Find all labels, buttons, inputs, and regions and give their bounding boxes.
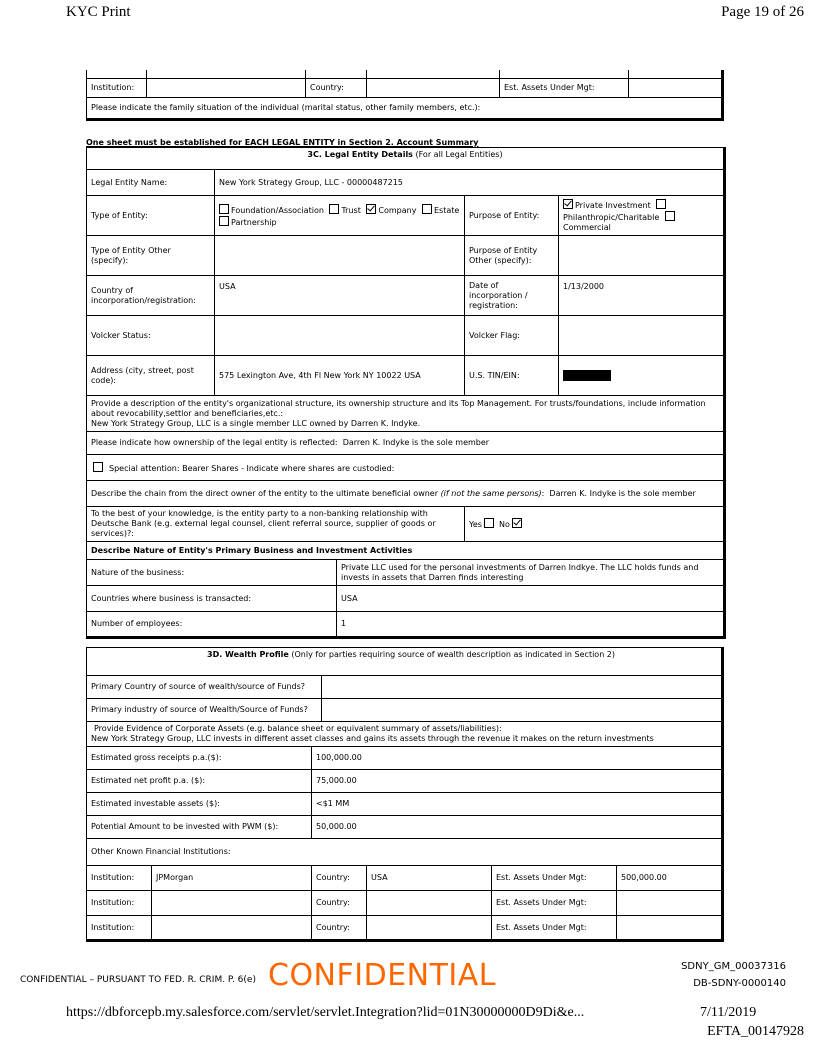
country-label: Country: xyxy=(312,916,367,941)
chain-colon: : xyxy=(541,488,545,498)
header-title: KYC Print xyxy=(66,4,131,20)
no-checkbox[interactable] xyxy=(512,518,522,528)
foundation-checkbox[interactable] xyxy=(219,204,229,214)
entity-type-label: Type of Entity: xyxy=(87,196,215,236)
no-label: No xyxy=(499,520,510,529)
purpose-label: Purpose of Entity: xyxy=(465,196,559,236)
assets-label: Est. Assets Under Mgt: xyxy=(492,916,617,941)
investable-assets-label: Estimated investable assets ($): xyxy=(87,793,312,816)
bates-number-2: DB-SDNY-0000140 xyxy=(693,978,786,989)
company-label: Company xyxy=(378,205,417,215)
evidence-cell xyxy=(87,722,723,747)
page-number: Page 19 of 26 xyxy=(721,4,804,20)
wealth-profile-section xyxy=(86,647,724,942)
purpose-other-value xyxy=(559,236,725,276)
trust-checkbox[interactable] xyxy=(329,204,339,214)
institution-country: USA xyxy=(367,866,492,891)
institution-label: Institution: xyxy=(87,891,152,916)
purpose-options xyxy=(559,196,725,236)
institution-row xyxy=(87,891,723,916)
confidential-stamp: CONFIDENTIAL xyxy=(268,958,497,993)
investable-assets-value: <$1 MM xyxy=(312,793,723,816)
private-investment-checkbox[interactable] xyxy=(563,199,573,209)
redaction-block xyxy=(563,370,611,381)
type-other-value xyxy=(215,236,465,276)
net-profit-label: Estimated net profit p.a. ($): xyxy=(87,770,312,793)
date-incorp-label: Date of incorporation / registration: xyxy=(465,276,559,316)
ownership-value: Darren K. Indyke is the sole member xyxy=(342,438,490,447)
nature-label: Nature of the business: xyxy=(87,560,337,586)
countries-label: Countries where business is transacted: xyxy=(87,586,337,612)
net-profit-value: 75,000.00 xyxy=(312,770,723,793)
nonbank-answer xyxy=(465,507,725,542)
org-structure-value: New York Strategy Group, LLC is a single member LLC owned by Darren K. Indyke. xyxy=(91,418,421,428)
institution-country xyxy=(367,891,492,916)
estate-checkbox[interactable] xyxy=(422,204,432,214)
date-incorp-value: 1/13/2000 xyxy=(559,276,725,316)
efta-number: EFTA_00147928 xyxy=(707,1024,804,1039)
institution-assets: 500,000.00 xyxy=(617,866,723,891)
evidence-value: New York Strategy Group, LLC invests in different asset classes and gains its assets through the revenue it makes on the return investments xyxy=(91,734,654,743)
other-institutions-label: Other Known Financial Institutions: xyxy=(87,839,723,866)
type-other-label: Type of Entity Other (specify): xyxy=(87,236,215,276)
top-institution-table xyxy=(86,70,724,121)
chain-italic: (if not the same persons) xyxy=(440,488,542,498)
institution-row xyxy=(87,916,723,941)
assets-label: Est. Assets Under Mgt: xyxy=(492,891,617,916)
entity-name-label: Legal Entity Name: xyxy=(87,170,215,196)
source-url: https://dbforcepb.my.salesforce.com/servlet/servlet.Integration?lid=01N30000000D9Di&e... xyxy=(66,1005,585,1020)
institution-country xyxy=(367,916,492,941)
company-checkbox[interactable] xyxy=(366,204,376,214)
volcker-status-label: Volcker Status: xyxy=(87,316,215,356)
estate-label: Estate xyxy=(433,205,460,215)
institution-assets xyxy=(617,891,723,916)
confidential-notice: CONFIDENTIAL – PURSUANT TO FED. R. CRIM. P. 6(e) xyxy=(20,975,256,985)
partnership-label: Partnership xyxy=(231,217,277,227)
yes-checkbox[interactable] xyxy=(484,518,494,528)
legal-entity-title: 3C. Legal Entity Details (For all Legal Entities) xyxy=(87,148,725,170)
chain-value: Darren K. Indyke is the sole member xyxy=(549,488,696,498)
primary-country-label: Primary Country of source of wealth/source of Funds? xyxy=(87,676,322,699)
org-structure-prompt: Provide a description of the entity's organizational structure, its ownership structure and its Top Management. For trusts/foundations, include information about revocability,settlor and beneficiaries,etc.: xyxy=(91,398,706,418)
commercial-label: Commercial xyxy=(563,222,611,232)
wealth-title: 3D. Wealth Profile (Only for parties requiring source of wealth description as indicated in Section 2) xyxy=(87,648,723,676)
institution-name xyxy=(152,916,312,941)
potential-amount-label: Potential Amount to be invested with PWM ($): xyxy=(87,816,312,839)
philanthropic-label: Philanthropic/Charitable xyxy=(563,212,660,222)
sheet-note: One sheet must be established for EACH LEGAL ENTITY in Section 2. Account Summary xyxy=(86,138,479,147)
employees-label: Number of employees: xyxy=(87,612,337,638)
primary-industry-label: Primary industry of source of Wealth/Source of Funds? xyxy=(87,699,322,722)
purpose-other-label: Purpose of Entity Other (specify): xyxy=(465,236,559,276)
partnership-checkbox[interactable] xyxy=(219,216,229,226)
volcker-flag-label: Volcker Flag: xyxy=(465,316,559,356)
nature-value: Private LLC used for the personal investments of Darren Indkye. The LLC holds funds and invests in assets that Darren finds interesting xyxy=(337,560,725,586)
institution-name: JPMorgan xyxy=(152,866,312,891)
bearer-shares-label: Special attention: Bearer Shares - Indicate where shares are custodied: xyxy=(109,463,395,473)
entity-name-value: New York Strategy Group, LLC - 00000487215 xyxy=(215,170,725,196)
volcker-flag-value xyxy=(559,316,725,356)
evidence-prompt: Provide Evidence of Corporate Assets (e.g. balance sheet or equivalent summary of assets/liabilities): xyxy=(94,724,502,733)
countries-value: USA xyxy=(337,586,725,612)
nonbank-prompt: To the best of your knowledge, is the entity party to a non-banking relationship with Deutsche Bank (e.g. external legal counsel, client referral source, supplier of goods or services)?: xyxy=(87,507,465,542)
institution-name xyxy=(152,891,312,916)
institution-label: Institution: xyxy=(87,916,152,941)
assets-label: Est. Assets Under Mgt: xyxy=(500,78,629,97)
country-label: Country: xyxy=(306,78,367,97)
volcker-status-value xyxy=(215,316,465,356)
bates-number-1: SDNY_GM_00037316 xyxy=(681,961,786,972)
institution-assets xyxy=(617,916,723,941)
yes-label: Yes xyxy=(469,520,482,529)
potential-amount-value: 50,000.00 xyxy=(312,816,723,839)
country-label: Country: xyxy=(312,891,367,916)
entity-type-options xyxy=(215,196,465,236)
country-label: Country: xyxy=(312,866,367,891)
gross-receipts-value: 100,000.00 xyxy=(312,747,723,770)
ownership-cell xyxy=(87,432,725,455)
ownership-prompt: Please indicate how ownership of the legal entity is reflected: xyxy=(91,438,338,447)
philanthropic-checkbox[interactable] xyxy=(656,199,666,209)
trust-label: Trust xyxy=(341,205,361,215)
bearer-shares-cell xyxy=(87,455,725,481)
nature-heading: Describe Nature of Entity's Primary Business and Investment Activities xyxy=(87,542,725,560)
chain-prompt: Describe the chain from the direct owner of the entity to the ultimate beneficial owner xyxy=(91,488,441,498)
family-situation-prompt: Please indicate the family situation of the individual (marital status, other family members, etc.): xyxy=(87,97,723,119)
assets-value xyxy=(629,78,723,97)
legal-entity-section xyxy=(86,147,724,639)
country-incorp-label: Country of incorporation/registration: xyxy=(87,276,215,316)
gross-receipts-label: Estimated gross receipts p.a.($): xyxy=(87,747,312,770)
institution-value xyxy=(147,78,306,97)
assets-label: Est. Assets Under Mgt: xyxy=(492,866,617,891)
tin-value xyxy=(559,356,725,396)
institution-label: Institution: xyxy=(87,78,147,97)
primary-country-value xyxy=(322,676,723,699)
employees-value: 1 xyxy=(337,612,725,638)
foundation-label: Foundation/Association xyxy=(231,205,324,215)
country-value xyxy=(367,78,500,97)
institution-label: Institution: xyxy=(87,866,152,891)
tin-label: U.S. TIN/EIN: xyxy=(465,356,559,396)
primary-industry-value xyxy=(322,699,723,722)
country-incorp-value: USA xyxy=(215,276,465,316)
ownership-chain-cell xyxy=(87,481,725,507)
commercial-checkbox[interactable] xyxy=(665,211,675,221)
institution-row xyxy=(87,866,723,891)
org-structure-cell xyxy=(87,396,725,432)
print-date: 7/11/2019 xyxy=(700,1005,757,1020)
address-value: 575 Lexington Ave, 4th Fl New York NY 10022 USA xyxy=(215,356,465,396)
address-label: Address (city, street, post code): xyxy=(87,356,215,396)
bearer-shares-checkbox[interactable] xyxy=(93,462,103,472)
private-investment-label: Private Investment xyxy=(575,200,651,210)
